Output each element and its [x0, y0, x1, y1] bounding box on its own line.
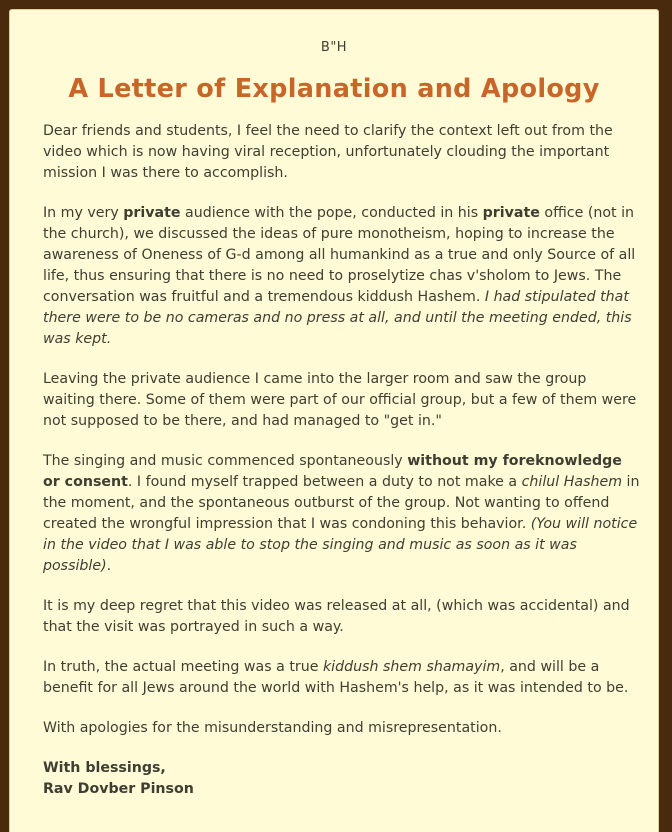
letter-body [43, 121, 641, 800]
italic-stipulation: I had stipulated that there were to be no cameras and no press at all, and until the meeting ended, this was kept. [43, 289, 632, 347]
paragraph-apologies: With apologies for the misunderstanding and misrepresentation. [43, 720, 502, 736]
signature: Rav Dovber Pinson [43, 781, 194, 797]
italic-kiddush-shem-shamayim: kiddush shem shamayim [322, 659, 501, 675]
emphasis-private: private [123, 205, 181, 221]
emphasis-without-consent: without my foreknowledge or consent [43, 453, 622, 490]
paragraph-larger-room: Leaving the private audience I came into the larger room and saw the group waiting there. Some of them were part of our official group, but a few of them were not supposed to be there, and had managed to "get in." [43, 371, 637, 429]
text-run: The singing and music commenced spontaneously [43, 453, 408, 469]
letter-card [9, 9, 659, 832]
text-run: , and will be a benefit for all Jews around the world with Hashem's help, as it was intended to be. [43, 659, 629, 696]
text-run: audience with the pope, conducted in his [180, 205, 483, 221]
paragraph-in-truth [43, 657, 641, 699]
italic-video-note: (You will notice in the video that I was able to stop the singing and music as soon as it was possible) [43, 516, 638, 574]
text-run: . [106, 558, 112, 574]
paragraph-private-audience [43, 203, 641, 350]
text-run: In truth, the actual meeting was a true [43, 659, 323, 675]
paragraph-greeting: Dear friends and students, I feel the need to clarify the context left out from the video which is now having viral reception, unfortunately clouding the important mission I was there to accomplish. [43, 123, 613, 181]
text-run: . I found myself trapped between a duty to not make a [127, 474, 522, 490]
paragraph-regret: It is my deep regret that this video was released at all, (which was accidental) and that the visit was portrayed in such a way. [43, 598, 630, 635]
text-run: in the moment, and the spontaneous outburst of the group. Not wanting to offend created the wrongful impression that I was condoning this behavior. [43, 474, 640, 532]
page-title: A Letter of Explanation and Apology [68, 74, 600, 104]
italic-chilul-hashem: chilul Hashem [521, 474, 623, 490]
text-run: In my very [43, 205, 124, 221]
bh-header: B"H [320, 40, 348, 55]
text-run: office (not in the church), we discussed the ideas of pure monotheism, hoping to increase the awareness of Oneness of G-d among all humankind as a true and only Source of all life, thus ensuring that there is no need to proselytize chas v'sholom to Jews. The conversation was fruitful and a tremendous kiddush Hashem. [43, 205, 636, 305]
paragraph-singing [43, 451, 641, 577]
closing-line: With blessings, [43, 760, 166, 776]
emphasis-private: private [482, 205, 540, 221]
